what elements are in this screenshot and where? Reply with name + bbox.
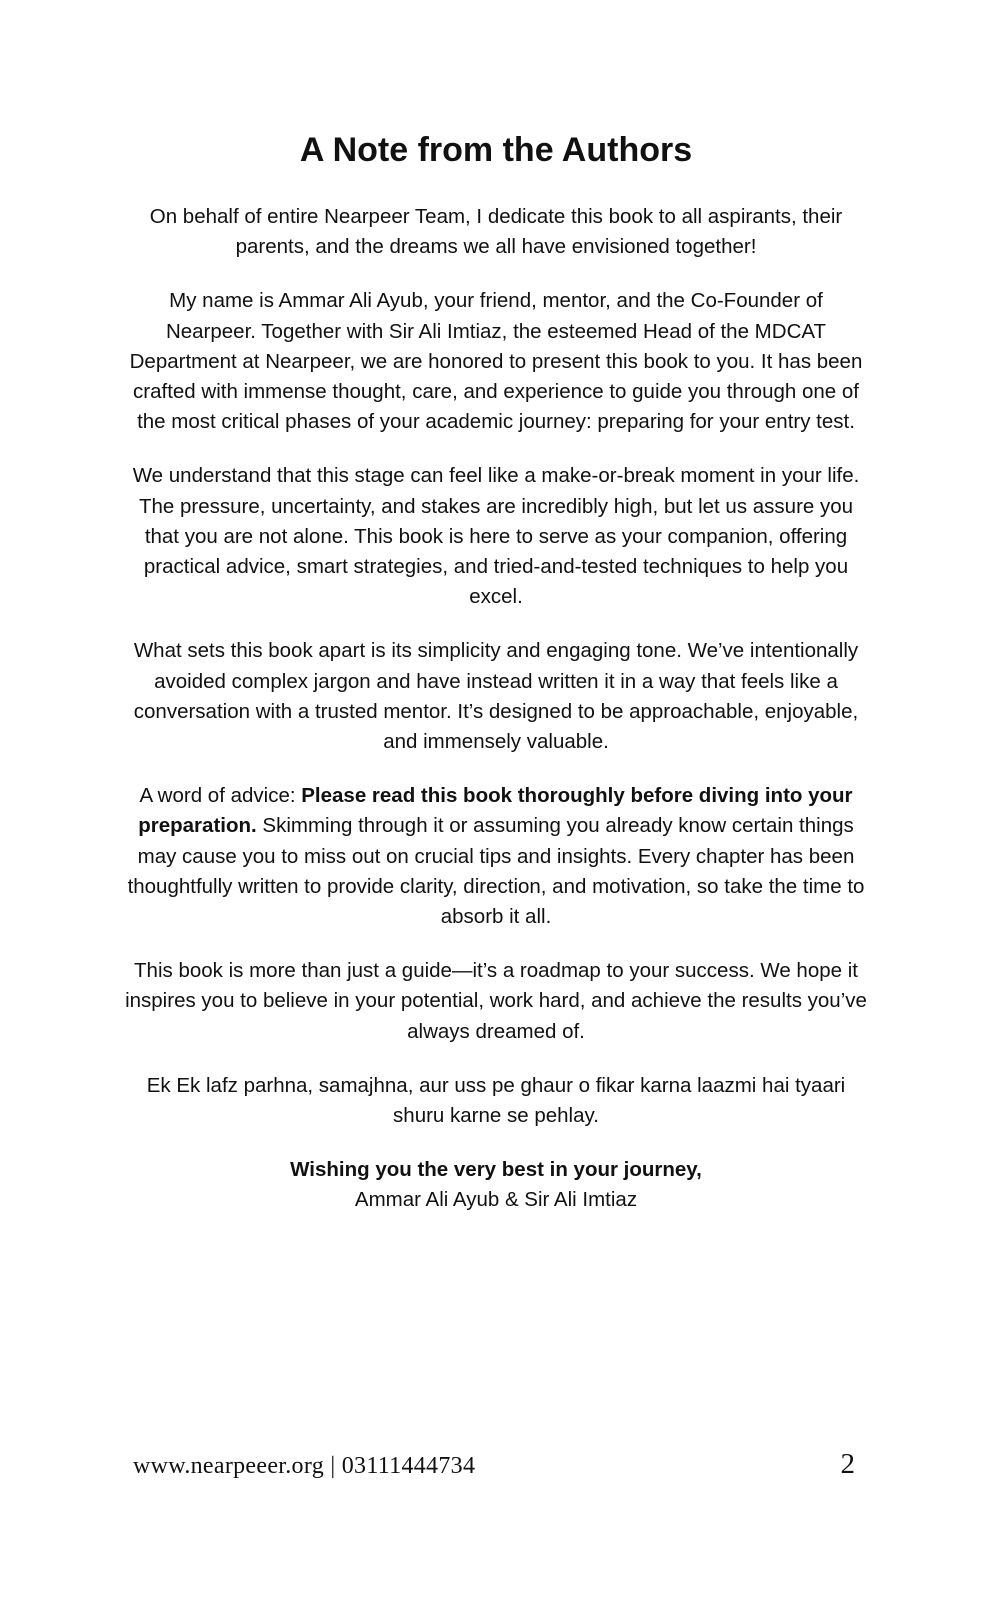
paragraph-roadmap: This book is more than just a guide—it’s a roadmap to your success. We hope it inspires you to believe in your potential, work hard, and achieve the results you’ve always dreamed of. bbox=[125, 959, 867, 1043]
advice-emphasis: Please read this book thoroughly before diving into your preparation. bbox=[138, 784, 853, 838]
page-content bbox=[125, 126, 867, 1216]
page-footer bbox=[133, 1448, 855, 1484]
footer-contact: www.nearpeeer.org | 03111444734 bbox=[133, 1453, 476, 1479]
advice-rest: Skimming through it or assuming you already know certain things may cause you to miss out on crucial tips and insights. Every chapter has been thoughtfully written to provide clarity, direction, and motivation, so take the time to absorb it all. bbox=[127, 814, 865, 929]
paragraph-advice bbox=[125, 781, 867, 932]
paragraph-dedication: On behalf of entire Nearpeer Team, I dedicate this book to all aspirants, their parents, and the dreams we all have envisioned together! bbox=[149, 205, 843, 259]
closing-signature: Ammar Ali Ayub & Sir Ali Imtiaz bbox=[354, 1188, 638, 1212]
paragraph-understanding: We understand that this stage can feel like a make-or-break moment in your life. The pressure, uncertainty, and stakes are incredibly high, but let us assure you that you are not alone. This book is here to serve as your companion, offering practical advice, smart strategies, and tried-and-tested techniques to help you excel. bbox=[132, 464, 860, 609]
closing-wish: Wishing you the very best in your journey, bbox=[290, 1158, 702, 1182]
advice-lead: A word of advice: bbox=[139, 784, 302, 808]
paragraph-simplicity: What sets this book apart is its simplicity and engaging tone. We’ve intentionally avoided complex jargon and have instead written it in a way that feels like a conversation with a trusted mentor. It’s designed to be approachable, enjoyable, and immensely valuable. bbox=[133, 639, 859, 754]
page-title: A Note from the Authors bbox=[299, 131, 693, 169]
page-number: 2 bbox=[840, 1448, 855, 1480]
closing-block bbox=[125, 1155, 867, 1215]
paragraph-urdu-advice: Ek Ek lafz parhna, samajhna, aur uss pe ghaur o fikar karna laazmi hai tyaari shuru karne se pehlay. bbox=[146, 1073, 846, 1128]
paragraph-introduction: My name is Ammar Ali Ayub, your friend, mentor, and the Co-Founder of Nearpeer. Together with Sir Ali Imtiaz, the esteemed Head of the MDCAT Department at Nearpeer, we are honored to present this book to you. It has been crafted with immense thought, care, and experience to guide you through one of the most critical phases of your academic journey: preparing for your entry test. bbox=[129, 289, 863, 434]
